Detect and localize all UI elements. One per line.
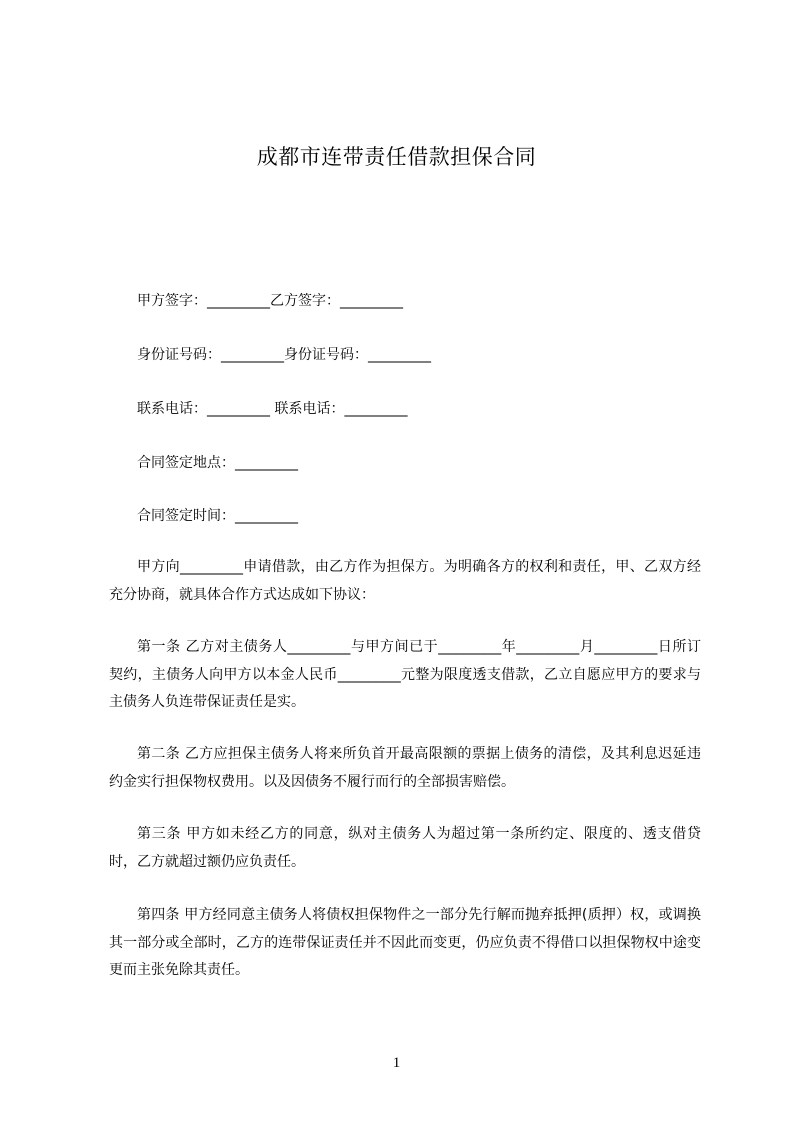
article-4-paragraph: 第四条 甲方经同意主债务人将债权担保物件之一部分先行解而抛弃抵押(质押）权，或调换其一部分或全部时，乙方的连带保证责任并不因此而变更，仍应负责不得借口以担保物权中途变更而主张免除其责任。: [109, 907, 701, 978]
signing-place-line: 合同签定地点：_________: [137, 455, 298, 471]
signing-time-line: 合同签定时间：_________: [137, 508, 298, 524]
intro-paragraph: 甲方向_________申请借款，由乙方作为担保方。为明确各方的权利和责任，甲、乙双方经充分协商，就具体合作方式达成如下协议：: [109, 559, 701, 603]
article-3-paragraph: 第三条 甲方如未经乙方的同意，纵对主债务人为超过第一条所约定、限度的、透支借贷时，乙方就超过额仍应负责任。: [109, 826, 701, 870]
id-number-line: 身份证号码：_________身份证号码：_________: [137, 347, 431, 363]
party-signature-line: 甲方签字：_________乙方签字：_________: [137, 293, 403, 309]
article-1-paragraph: 第一条 乙方对主债务人_________与甲方间已于_________年_________月_________日所订契约，主债务人向甲方以本金人民币_________元整为限度透支借款，乙立自愿应甲方的要求与主债务人负连带保证责任是实。: [109, 639, 701, 710]
phone-line: 联系电话：_________ 联系电话：_________: [137, 401, 408, 417]
document-title: 成都市连带责任借款担保合同: [256, 145, 537, 169]
page-number: 1: [392, 1055, 401, 1071]
article-2-paragraph: 第二条 乙方应担保主债务人将来所负首开最高限额的票据上债务的清偿，及其利息迟延违约金实行担保物权费用。以及因债务不履行而行的全部损害赔偿。: [109, 746, 701, 790]
